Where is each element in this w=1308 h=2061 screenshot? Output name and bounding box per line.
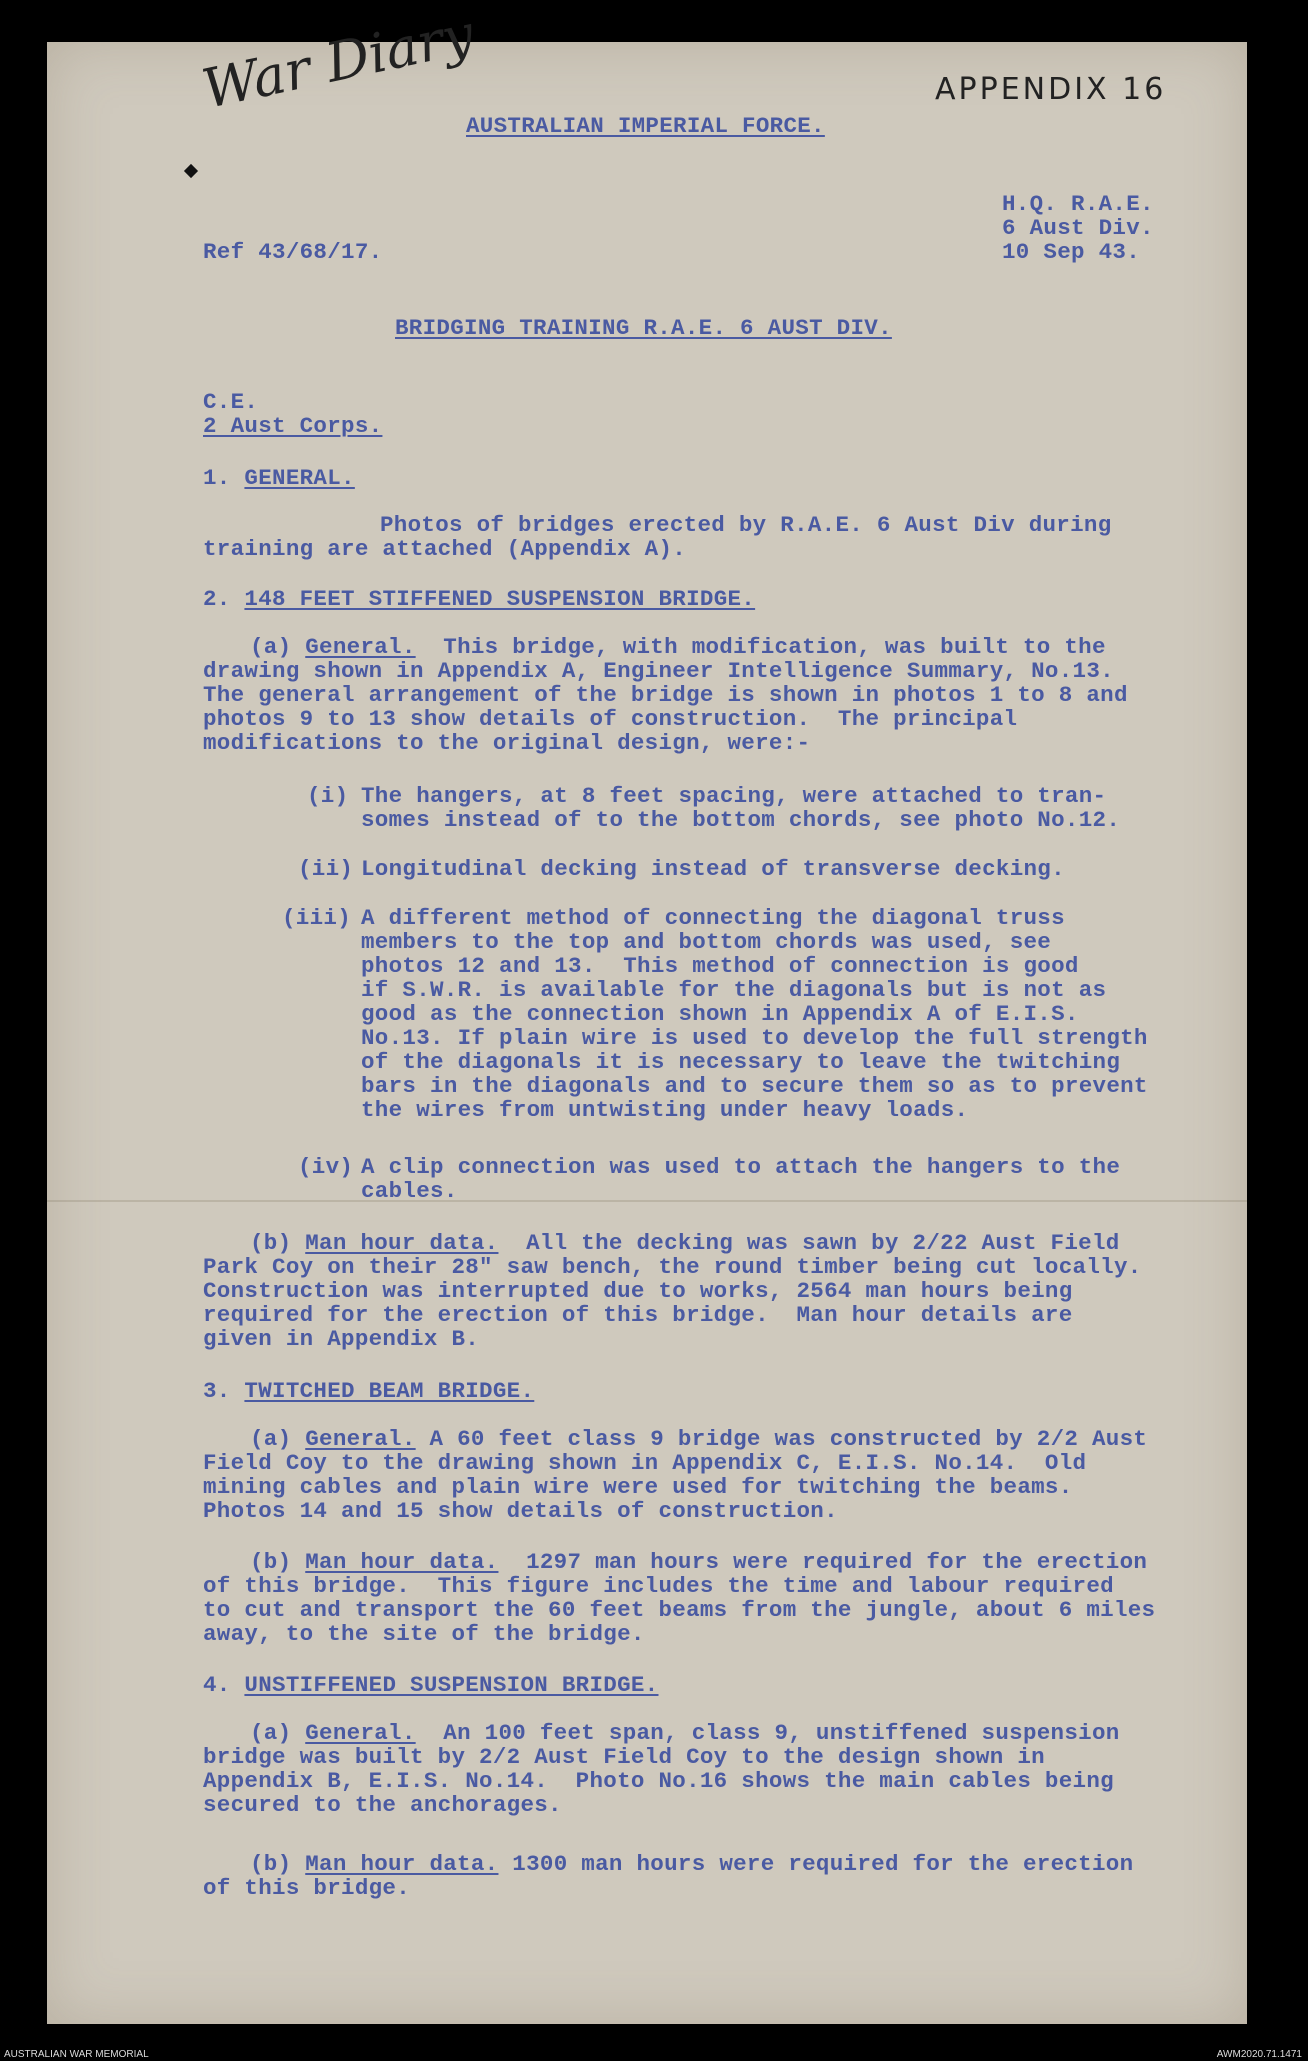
section-2b-line: given in Appendix B. — [203, 1326, 480, 1352]
item-line: A clip connection was used to attach the hangers to the — [361, 1154, 1121, 1180]
item-line: the wires from untwisting under heavy loads. — [361, 1097, 969, 1123]
section-2b-line: required for the erection of this bridge. Man hour details are — [203, 1302, 1073, 1328]
item-line: if S.W.R. is available for the diagonals but is not as — [361, 977, 1107, 1003]
footer-accession-number: AWM2020.71.1471 — [1216, 2049, 1302, 2060]
reference-number: Ref 43/68/17. — [203, 239, 383, 265]
section-2b-line: Construction was interrupted due to works, 2564 man hours being — [203, 1278, 1073, 1304]
section-3b-line: away, to the site of the bridge. — [203, 1621, 645, 1647]
section-title: 148 FEET STIFFENED SUSPENSION BRIDGE. — [244, 586, 756, 612]
organization-heading: AUSTRALIAN IMPERIAL FORCE. — [466, 113, 825, 139]
item-line: of the diagonals it is necessary to leave the twitching — [361, 1049, 1121, 1075]
paper-fold — [47, 1200, 1247, 1202]
para-label: (a) — [250, 1426, 292, 1452]
item-line: members to the top and bottom chords was used, see — [361, 929, 1052, 955]
addressee-line-2: 2 Aust Corps. — [203, 413, 383, 439]
addressee-line-1: C.E. — [203, 389, 259, 415]
section-3a-line: Photos 14 and 15 show details of construction. — [203, 1498, 838, 1524]
section-4a-line: secured to the anchorages. — [203, 1792, 562, 1818]
section-1-heading — [203, 466, 355, 490]
para-heading: General. — [305, 1426, 416, 1452]
para-text: All the decking was sawn by 2/22 Aust Field — [526, 1230, 1120, 1256]
section-1-body-line: Photos of bridges erected by R.A.E. 6 Aust Div during — [380, 512, 1112, 538]
section-title: GENERAL. — [244, 465, 355, 491]
item-line: The hangers, at 8 feet spacing, were attached to tran- — [361, 783, 1107, 809]
para-text: 1297 man hours were required for the erection — [526, 1549, 1148, 1575]
section-4b-first-line — [250, 1852, 1133, 1876]
para-text: A 60 feet class 9 bridge was constructed by 2/2 Aust — [429, 1426, 1148, 1452]
document-title: BRIDGING TRAINING R.A.E. 6 AUST DIV. — [395, 315, 892, 341]
section-number: 1. — [203, 465, 231, 491]
hq-line-1: H.Q. R.A.E. — [1002, 191, 1154, 217]
section-2a-line: The general arrangement of the bridge is shown in photos 1 to 8 and — [203, 682, 1128, 708]
section-number: 3. — [203, 1378, 231, 1404]
section-1-body-line: training are attached (Appendix A). — [203, 536, 687, 562]
item-number: (i) — [307, 783, 349, 809]
item-line: photos 12 and 13. This method of connection is good — [361, 953, 1079, 979]
section-title: TWITCHED BEAM BRIDGE. — [244, 1378, 535, 1404]
section-2a-line: photos 9 to 13 show details of construction. The principal — [203, 706, 1018, 732]
para-heading: Man hour data. — [305, 1549, 499, 1575]
para-label: (a) — [250, 634, 292, 660]
item-line: No.13. If plain wire is used to develop the full strength — [361, 1025, 1148, 1051]
section-4a-line: bridge was built by 2/2 Aust Field Coy to the design shown in — [203, 1744, 1045, 1770]
section-number: 2. — [203, 586, 231, 612]
item-number: (ii) — [298, 856, 354, 882]
section-3b-line: to cut and transport the 60 feet beams from the jungle, about 6 miles — [203, 1597, 1156, 1623]
para-heading: Man hour data. — [305, 1230, 499, 1256]
section-2-heading — [203, 587, 755, 611]
hq-line-2: 6 Aust Div. — [1002, 215, 1154, 241]
section-3a-first-line — [250, 1427, 1147, 1451]
para-label: (b) — [250, 1851, 292, 1877]
section-3a-line: mining cables and plain wire were used for twitching the beams. — [203, 1474, 1073, 1500]
section-2b-line: Park Coy on their 28" saw bench, the round timber being cut locally. — [203, 1254, 1142, 1280]
section-2a-line: modifications to the original design, were:- — [203, 730, 811, 756]
section-3-heading — [203, 1379, 534, 1403]
para-label: (b) — [250, 1230, 292, 1256]
section-4a-line: Appendix B, E.I.S. No.14. Photo No.16 shows the main cables being — [203, 1768, 1114, 1794]
para-text: An 100 feet span, class 9, unstiffened suspension — [443, 1720, 1120, 1746]
para-text: 1300 man hours were required for the erection — [512, 1851, 1134, 1877]
handwritten-appendix-number: APPENDIX 16 — [935, 72, 1167, 107]
section-4b-line: of this bridge. — [203, 1875, 411, 1901]
section-number: 4. — [203, 1672, 231, 1698]
section-title: UNSTIFFENED SUSPENSION BRIDGE. — [244, 1672, 659, 1698]
section-3a-line: Field Coy to the drawing shown in Appendix C, E.I.S. No.14. Old — [203, 1450, 1087, 1476]
para-heading: Man hour data. — [305, 1851, 499, 1877]
item-line: good as the connection shown in Appendix A of E.I.S. — [361, 1001, 1079, 1027]
section-2a-first-line — [250, 635, 1106, 659]
section-2a-line: drawing shown in Appendix A, Engineer Intelligence Summary, No.13. — [203, 658, 1114, 684]
section-2b-first-line — [250, 1231, 1120, 1255]
section-3b-line: of this bridge. This figure includes the time and labour required — [203, 1573, 1114, 1599]
item-line: somes instead of to the bottom chords, see photo No.12. — [361, 807, 1121, 833]
para-heading: General. — [305, 1720, 416, 1746]
item-line: cables. — [361, 1178, 458, 1204]
item-number: (iv) — [298, 1154, 354, 1180]
handwritten-war-diary: War Diary — [196, 2, 480, 122]
item-line: Longitudinal decking instead of transverse decking. — [361, 856, 1065, 882]
footer-credit: AUSTRALIAN WAR MEMORIAL — [4, 2049, 149, 2060]
section-3b-first-line — [250, 1550, 1147, 1574]
item-line: bars in the diagonals and to secure them so as to prevent — [361, 1073, 1148, 1099]
section-4a-first-line — [250, 1721, 1120, 1745]
section-4-heading — [203, 1673, 659, 1697]
item-line: A different method of connecting the diagonal truss — [361, 905, 1065, 931]
para-heading: General. — [305, 634, 416, 660]
para-label: (a) — [250, 1720, 292, 1746]
para-label: (b) — [250, 1549, 292, 1575]
hq-date: 10 Sep 43. — [1002, 239, 1141, 265]
para-text: This bridge, with modification, was built to the — [443, 634, 1106, 660]
item-number: (iii) — [282, 905, 352, 931]
